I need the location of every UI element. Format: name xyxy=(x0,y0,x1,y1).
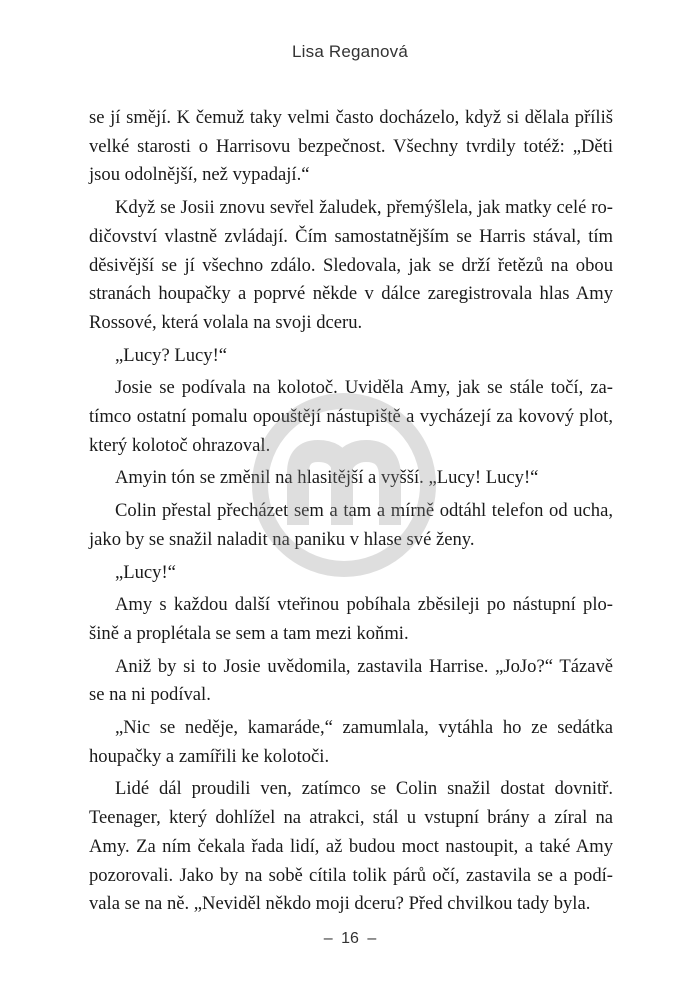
running-head: Lisa Reganová xyxy=(291,42,408,61)
paragraph: Amy s každou další vteřinou pobíhala zběsileji po nástupní plošině a proplétala se sem a tam mezi koňmi. xyxy=(89,594,613,644)
paragraph: Když se Josii znovu sevřel žaludek, přemýšlela, jak matky celé rodičovství vlastně zvládají. Čím samostatnějším se Harris stával, tím děsivější se jí všechno zdálo. Sledovala, jak se drží řetězů na obou stranách houpačky a poprvé někde v dálce zaregistrovala hlas Amy Rossové, která volala na svoji dceru. xyxy=(89,197,613,333)
body-text xyxy=(89,104,613,919)
paragraph: Josie se podívala na kolotoč. Uviděla Amy, jak se stále točí, zatímco ostatní pomalu opouštějí nástupiště a vycházejí za kovový plot, který kolotoč ohrazoval. xyxy=(89,377,613,456)
paragraph: Colin přestal přecházet sem a tam a mírně odtáhl telefon od ucha, jako by se snažil naladit na paniku v hlase své ženy. xyxy=(89,500,613,550)
paragraph: Amyin tón se změnil na hlasitější a vyšší. „Lucy! Lucy!“ xyxy=(115,467,539,489)
paragraph: „Nic se neděje, kamaráde,“ zamumlala, vytáhla ho ze sedátka houpačky a zamířili ke kolotoči. xyxy=(89,717,613,767)
page-number: – 16 – xyxy=(323,930,377,947)
paragraph: „Lucy!“ xyxy=(115,561,176,583)
paragraph: se jí smějí. K čemuž taky velmi často docházelo, když si dělala příliš velké starosti o Harrisovu bezpečnost. Všechny tvrdily totéž: „Děti jsou odolnější, než vypadají.“ xyxy=(89,107,613,186)
paragraph: Aniž by si to Josie uvědomila, zastavila Harrise. „JoJo?“ Tázavě se na ni podíval. xyxy=(89,655,613,706)
paragraph: „Lucy? Lucy!“ xyxy=(115,344,228,366)
paragraph: Lidé dál proudili ven, zatímco se Colin snažil dostat dovnitř. Teenager, který dohlížel na atrakci, stál u vstupní brány a zíral na Amy. Za ním čekala řada lidí, až budou moct nastoupit, a také Amy pozorovali. Jako by na sobě cítila tolik párů očí, zastavila se a podívala se na ně. „Neviděl někdo moji dceru? Před chvilkou tady byla. xyxy=(89,778,613,915)
